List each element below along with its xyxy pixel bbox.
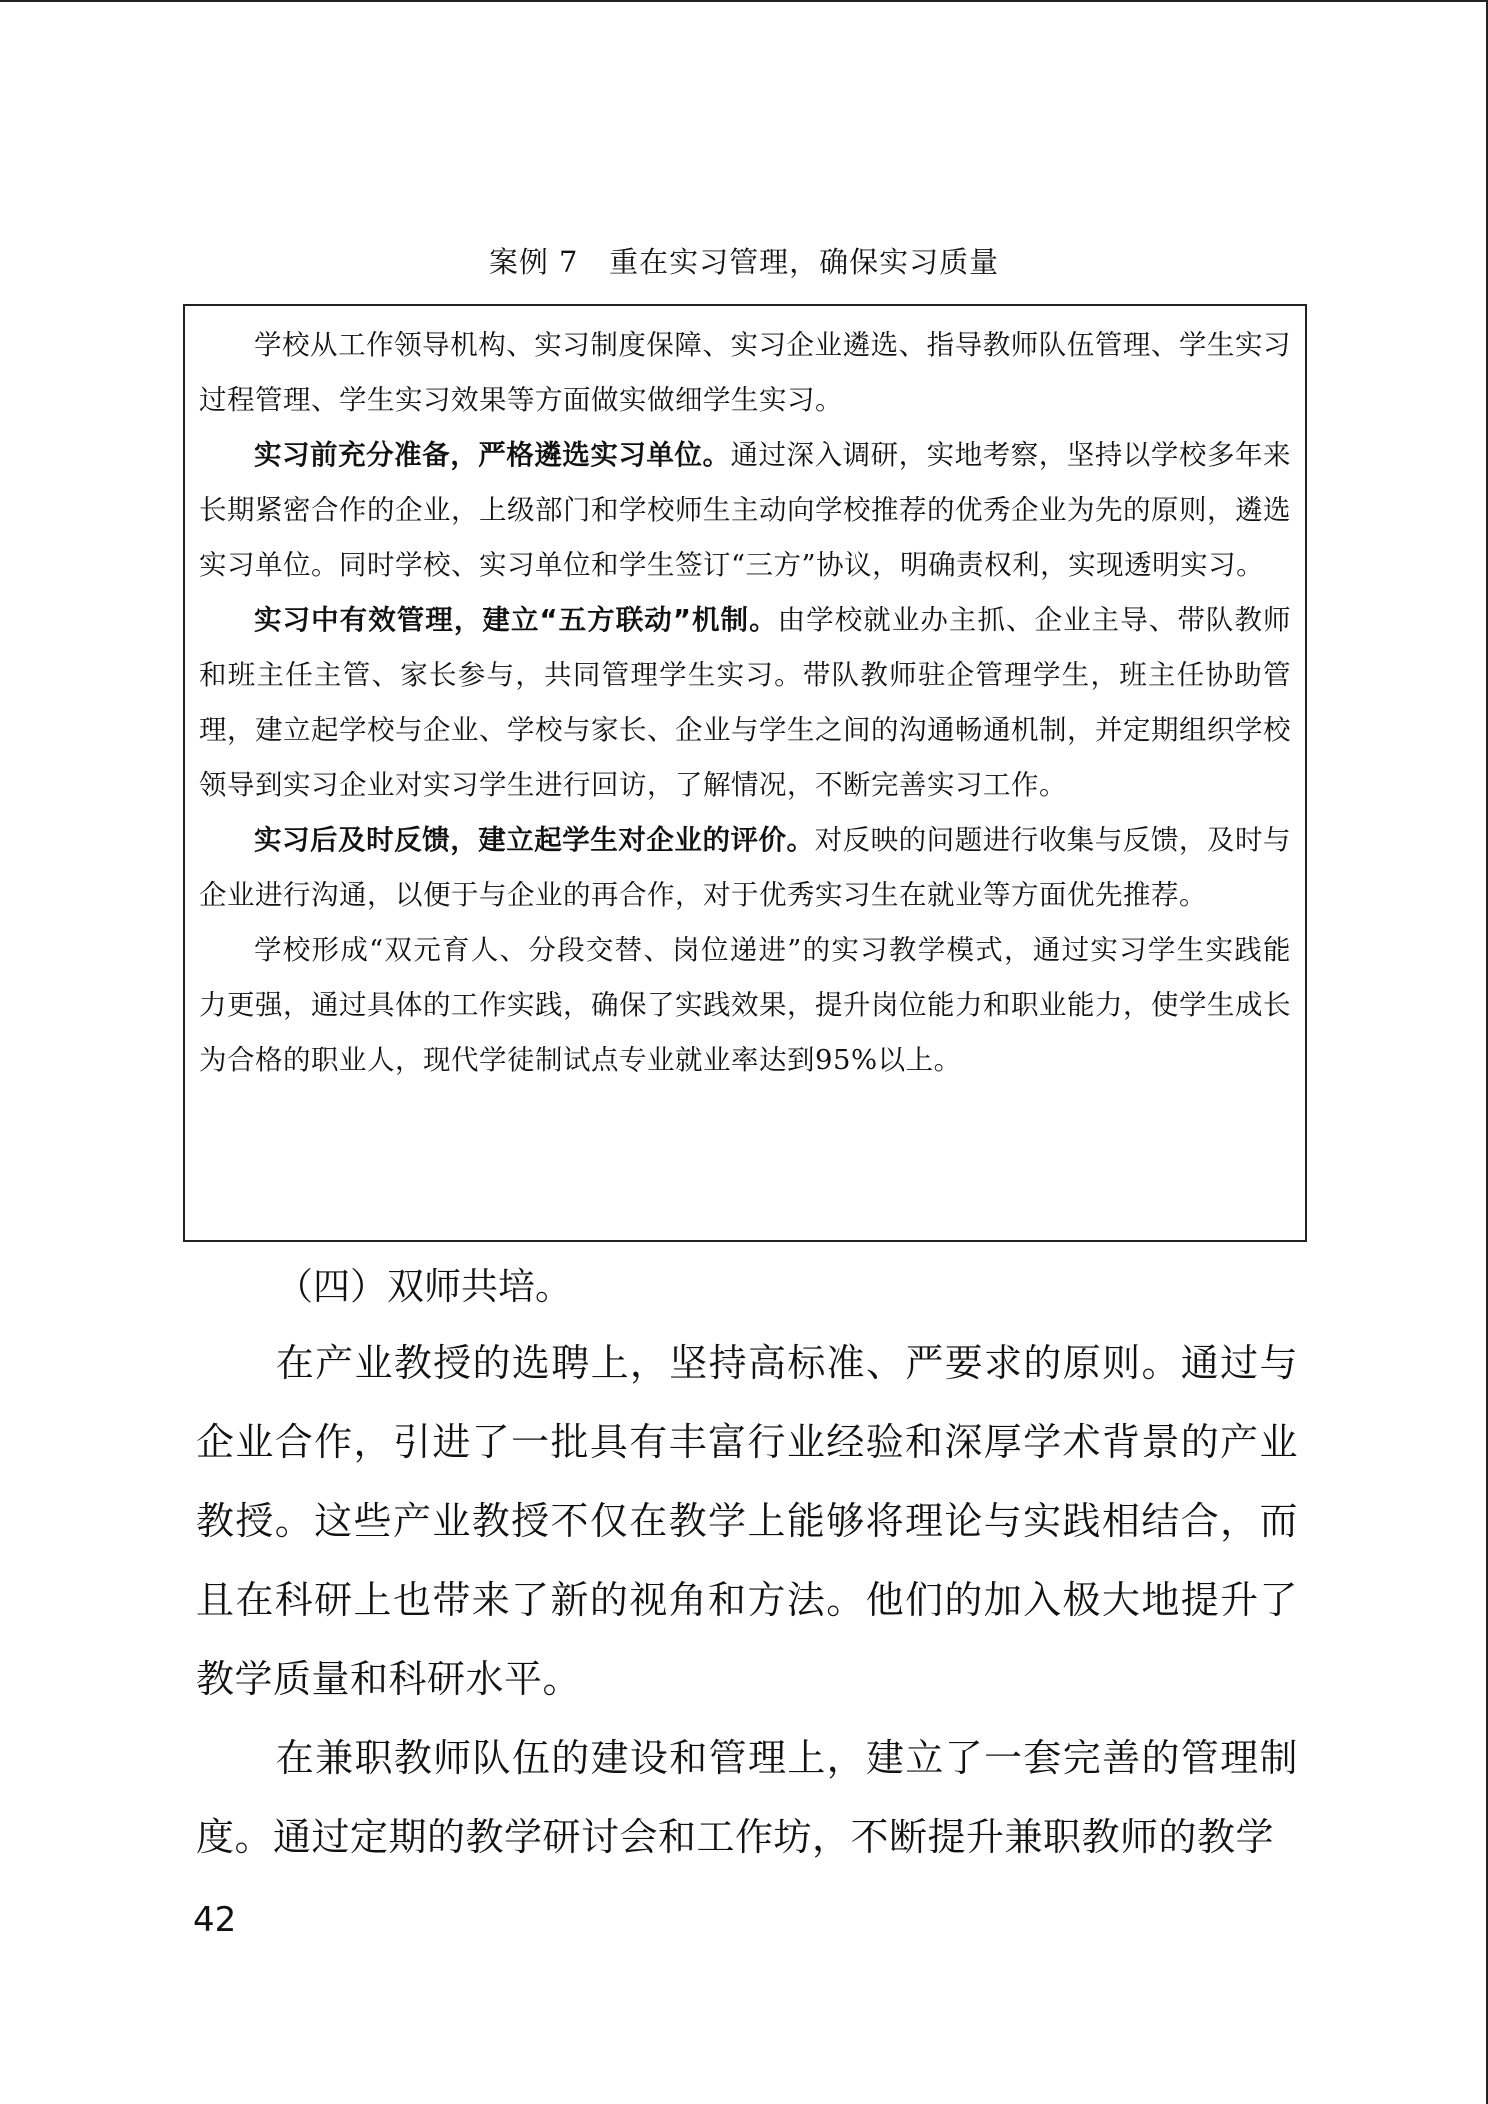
case-paragraph	[199, 813, 1291, 923]
body-paragraph: 在产业教授的选聘上，坚持高标准、严要求的原则。通过与企业合作，引进了一批具有丰富行业经验和深厚学术背景的产业教授。这些产业教授不仅在教学上能够将理论与实践相结合，而且在科研上也带来了新的视角和方法。他们的加入极大地提升了教学质量和科研水平。	[196, 1341, 1298, 1701]
case-paragraph-lead: 实习中有效管理，建立“五方联动”机制。	[254, 604, 778, 636]
case-paragraph-text: 学校形成“双元育人、分段交替、岗位递进”的实习教学模式，通过实习学生实践能力更强，通过具体的工作实践，确保了实践效果，提升岗位能力和职业能力，使学生成长为合格的职业人，现代学徒制试点专业就业率达到95%以上。	[199, 934, 1291, 1076]
case-paragraph	[199, 593, 1291, 813]
case-paragraph	[199, 428, 1291, 593]
section-heading: （四）双师共培。	[276, 1265, 572, 1308]
case-paragraph	[199, 318, 1291, 428]
case-box	[183, 304, 1307, 1242]
case-title: 案例 7 重在实习管理，确保实习质量	[488, 245, 1000, 279]
case-paragraph-text: 对反映的问题进行收集与反馈，及时与企业进行沟通，以便于与企业的再合作，对于优秀实习生在就业等方面优先推荐。	[199, 824, 1292, 911]
case-paragraph	[199, 923, 1291, 1088]
case-paragraph-text: 学校从工作领导机构、实习制度保障、实习企业遴选、指导教师队伍管理、学生实习过程管理、学生实习效果等方面做实做细学生实习。	[199, 329, 1291, 416]
section-body	[196, 1324, 1298, 1877]
body-paragraph: 在兼职教师队伍的建设和管理上，建立了一套完善的管理制度。通过定期的教学研讨会和工作坊，不断提升兼职教师的教学	[196, 1736, 1298, 1859]
case-paragraph-lead: 实习后及时反馈，建立起学生对企业的评价。	[254, 824, 815, 856]
case-paragraph-text: 由学校就业办主抓、企业主导、带队教师和班主任主管、家长参与，共同管理学生实习。带队教师驻企管理学生，班主任协助管理，建立起学校与企业、学校与家长、企业与学生之间的沟通畅通机制，并定期组织学校领导到实习企业对实习学生进行回访，了解情况，不断完善实习工作。	[199, 604, 1291, 801]
case-paragraph-text: 通过深入调研，实地考察，坚持以学校多年来长期紧密合作的企业，上级部门和学校师生主动向学校推荐的优秀企业为先的原则，遴选实习单位。同时学校、实习单位和学生签订“三方”协议，明确责权利，实现透明实习。	[199, 439, 1292, 581]
top-border-line	[0, 0, 1488, 2]
page-number: 42	[193, 1900, 237, 1940]
case-paragraph-lead: 实习前充分准备，严格遴选实习单位。	[254, 439, 731, 471]
